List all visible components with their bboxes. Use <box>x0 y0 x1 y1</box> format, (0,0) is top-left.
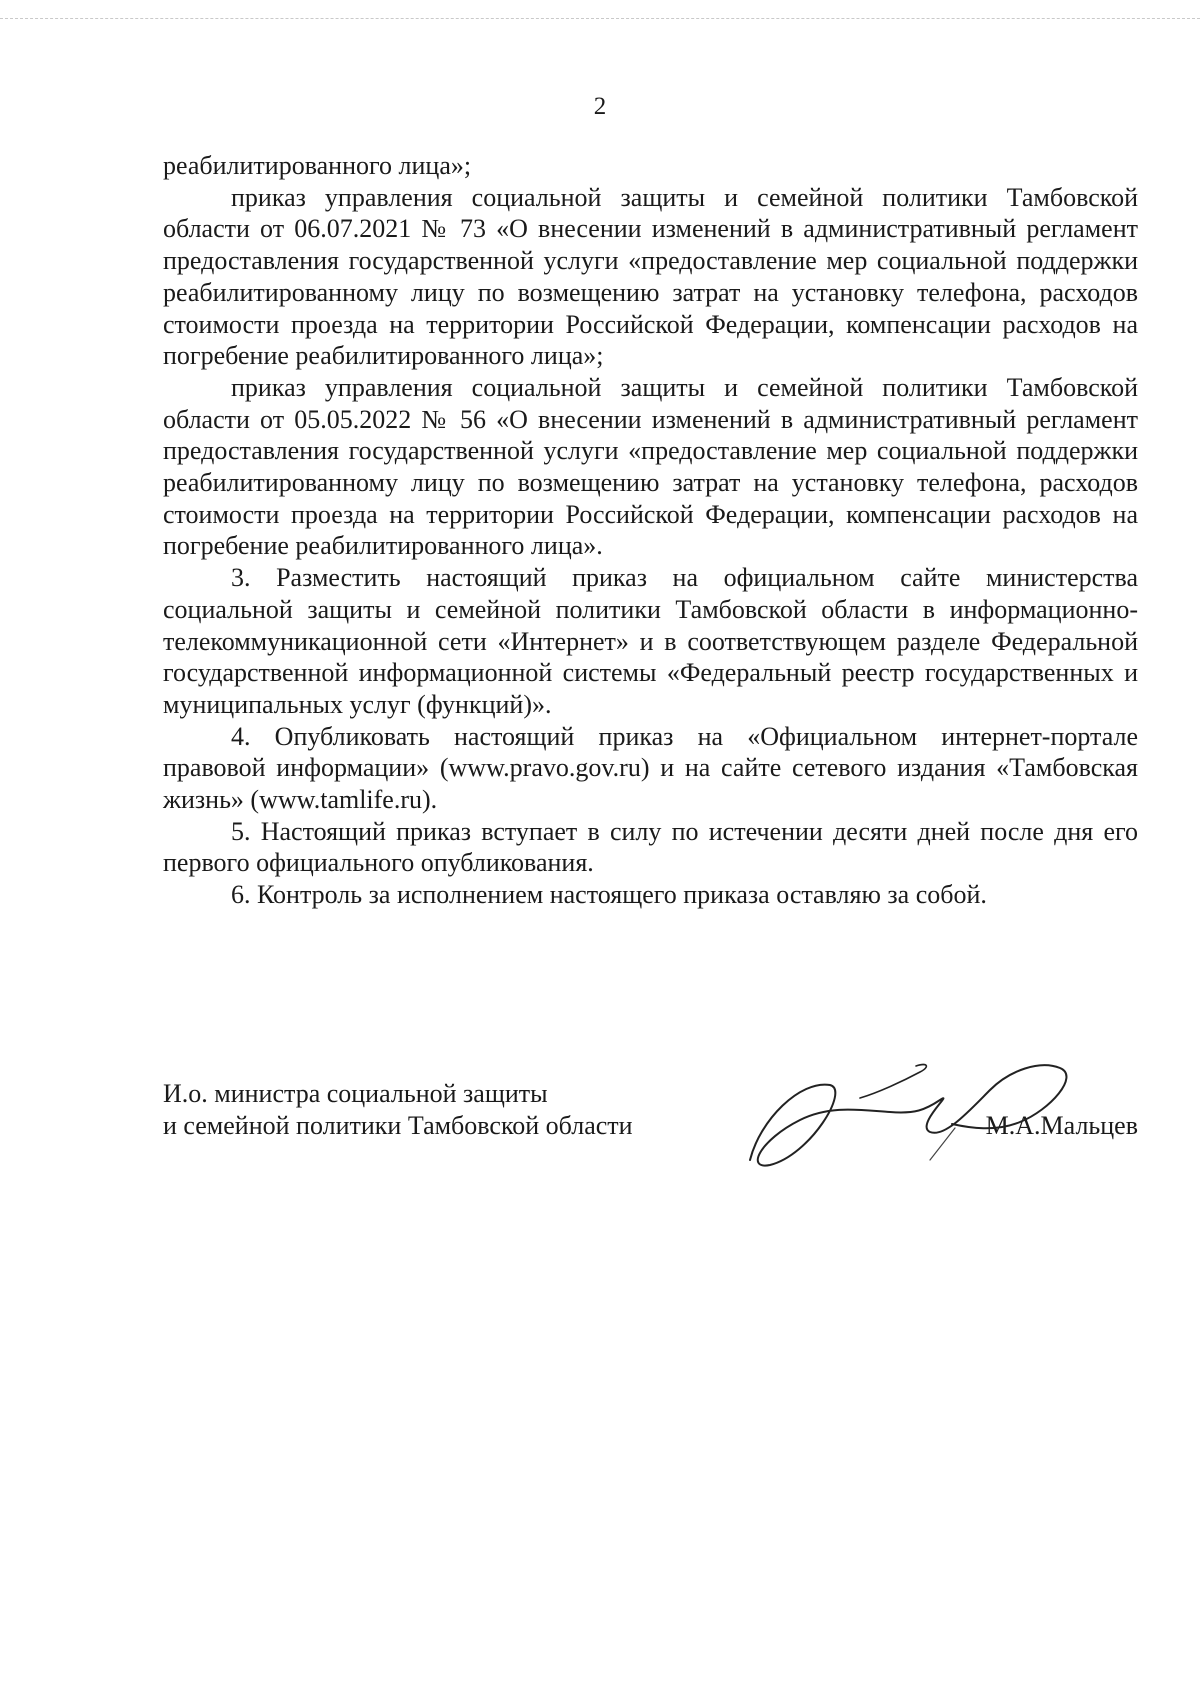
paragraph: 3. Разместить настоящий приказ на официальном сайте министерства социальной защиты и семейной политики Тамбовской области в информационно-телекоммуникационной сети «Интернет» и в соответствующем разделе Федеральной государственной информационной системы «Федеральный реестр государственных и муниципальных услуг (функций)». <box>163 563 1138 719</box>
paragraph: приказ управления социальной защиты и семейной политики Тамбовской области от 06.07.2021 № 73 «О внесении изменений в административный регламент предоставления государственной услуги «предоставление мер социальной поддержки реабилитированному лицу по возмещению затрат на установку телефона, расходов стоимости проезда на территории Российской Федерации, компенсации расходов на погребение реабилитированного лица»; <box>163 182 1138 371</box>
signatory-name: М.А.Мальцев <box>985 1111 1138 1140</box>
handwritten-signature <box>740 1040 1140 1190</box>
paragraph: реабилитированного лица»; <box>163 151 472 180</box>
signatory-title <box>163 1078 763 1142</box>
paragraph: 4. Опубликовать настоящий приказ на «Официальном интернет-портале правовой информации» (www.pravo.gov.ru) и на сайте сетевого издания «Тамбовская жизнь» (www.tamlife.ru). <box>163 721 1138 815</box>
document-body <box>163 150 1138 911</box>
paragraph: 5. Настоящий приказ вступает в силу по истечении десяти дней после дня его первого официального опубликования. <box>163 816 1138 878</box>
scan-edge-line <box>0 18 1200 19</box>
paragraph: приказ управления социальной защиты и семейной политики Тамбовской области от 05.05.2022 № 56 «О внесении изменений в административный регламент предоставления государственной услуги «предоставление мер социальной поддержки реабилитированному лицу по возмещению затрат на установку телефона, расходов стоимости проезда на территории Российской Федерации, компенсации расходов на погребение реабилитированного лица». <box>163 372 1138 561</box>
page-number: 2 <box>593 93 607 120</box>
signatory-title-line: И.о. министра социальной защиты <box>163 1079 548 1108</box>
signatory-title-line: и семейной политики Тамбовской области <box>163 1111 633 1140</box>
paragraph: 6. Контроль за исполнением настоящего приказа оставляю за собой. <box>231 880 987 910</box>
